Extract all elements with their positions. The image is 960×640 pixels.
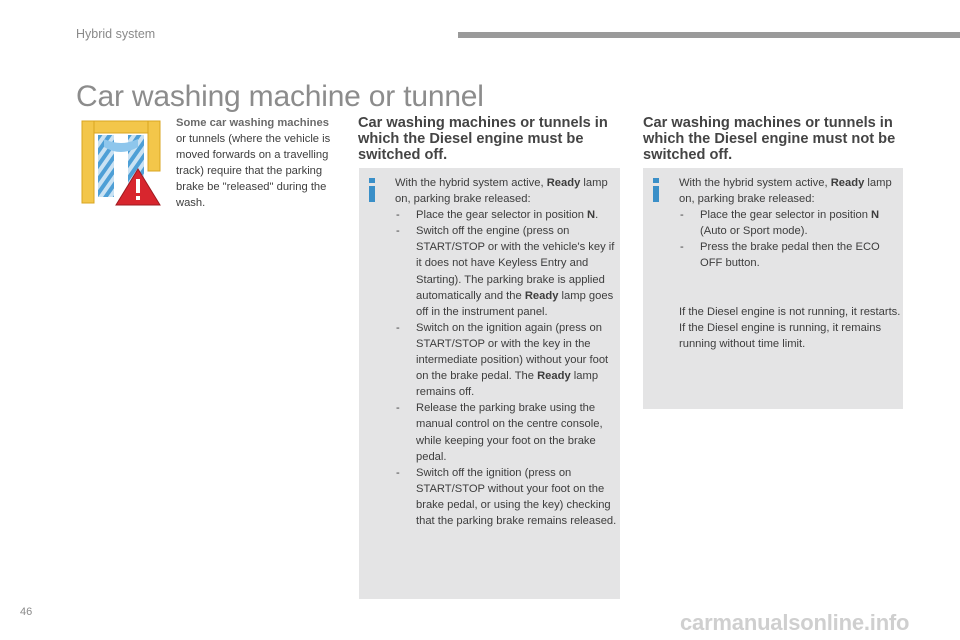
info-icon (366, 178, 378, 202)
list-item: - Press the brake pedal then the ECO OFF button. (680, 241, 880, 270)
bullet-dash: - (396, 402, 400, 415)
bullet-dash: - (396, 209, 400, 222)
info-box-switch-off (359, 168, 620, 599)
intro-lead: Some car washing machines (176, 117, 329, 129)
page-title: Car washing machine or tunnel (76, 80, 484, 114)
list-item: - Switch on the ignition again (press on START/STOP or with the key in the intermediate position) without your foot on the brake pedal. The Ready lamp remains off. (396, 321, 609, 399)
heading-switch-off: Car washing machines or tunnels in which the Diesel engine must be switched off. (358, 115, 608, 163)
box-intro: With the hybrid system active, Ready lamp on, parking brake released: (395, 177, 608, 206)
section-header: Hybrid system (76, 27, 156, 41)
list-item: - Place the gear selector in position N (Auto or Sport mode). (680, 209, 880, 238)
bullet-dash: - (396, 321, 400, 334)
info-box-no-switch-off (643, 168, 903, 409)
note-not-running: If the Diesel engine is not running, it restarts. (679, 305, 901, 318)
car-wash-warning-icon (76, 117, 166, 207)
list-item: - Switch off the ignition (press on START/STOP without your foot on the brake pedal, or using the key) checking that the parking brake remains released. (396, 466, 617, 527)
watermark: carmanualsonline.info (680, 610, 910, 635)
list-item: - Release the parking brake using the manual control on the centre console, while keeping your foot on the brake pedal. (396, 402, 603, 463)
header-rule (458, 32, 960, 38)
box-body (679, 175, 901, 352)
box-body (395, 175, 617, 529)
heading-no-switch-off: Car washing machines or tunnels in which the Diesel engine must not be switched off. (643, 115, 896, 163)
bullet-dash: - (680, 209, 684, 222)
info-icon (650, 178, 662, 202)
bullet-dash: - (680, 241, 684, 254)
intro-text (176, 115, 344, 212)
note-running: If the Diesel engine is running, it remains running without time limit. (679, 321, 882, 350)
bullet-dash: - (396, 225, 400, 238)
intro-body: or tunnels (where the vehicle is moved forwards on a travelling track) require that the parking brake be "released" during the wash. (176, 133, 331, 210)
list-item: - Switch off the engine (press on START/STOP or with the vehicle's key if it does not have Keyless Entry and Starting). The parking brake is applied automatically and the Ready lamp goes off in the instrument panel. (396, 225, 615, 318)
steps-list (679, 207, 901, 271)
box-intro: With the hybrid system active, Ready lamp on, parking brake released: (679, 177, 892, 206)
bullet-dash: - (396, 466, 400, 479)
page-number: 46 (20, 606, 33, 618)
list-item: - Place the gear selector in position N. (395, 207, 617, 223)
steps-list (395, 207, 617, 529)
